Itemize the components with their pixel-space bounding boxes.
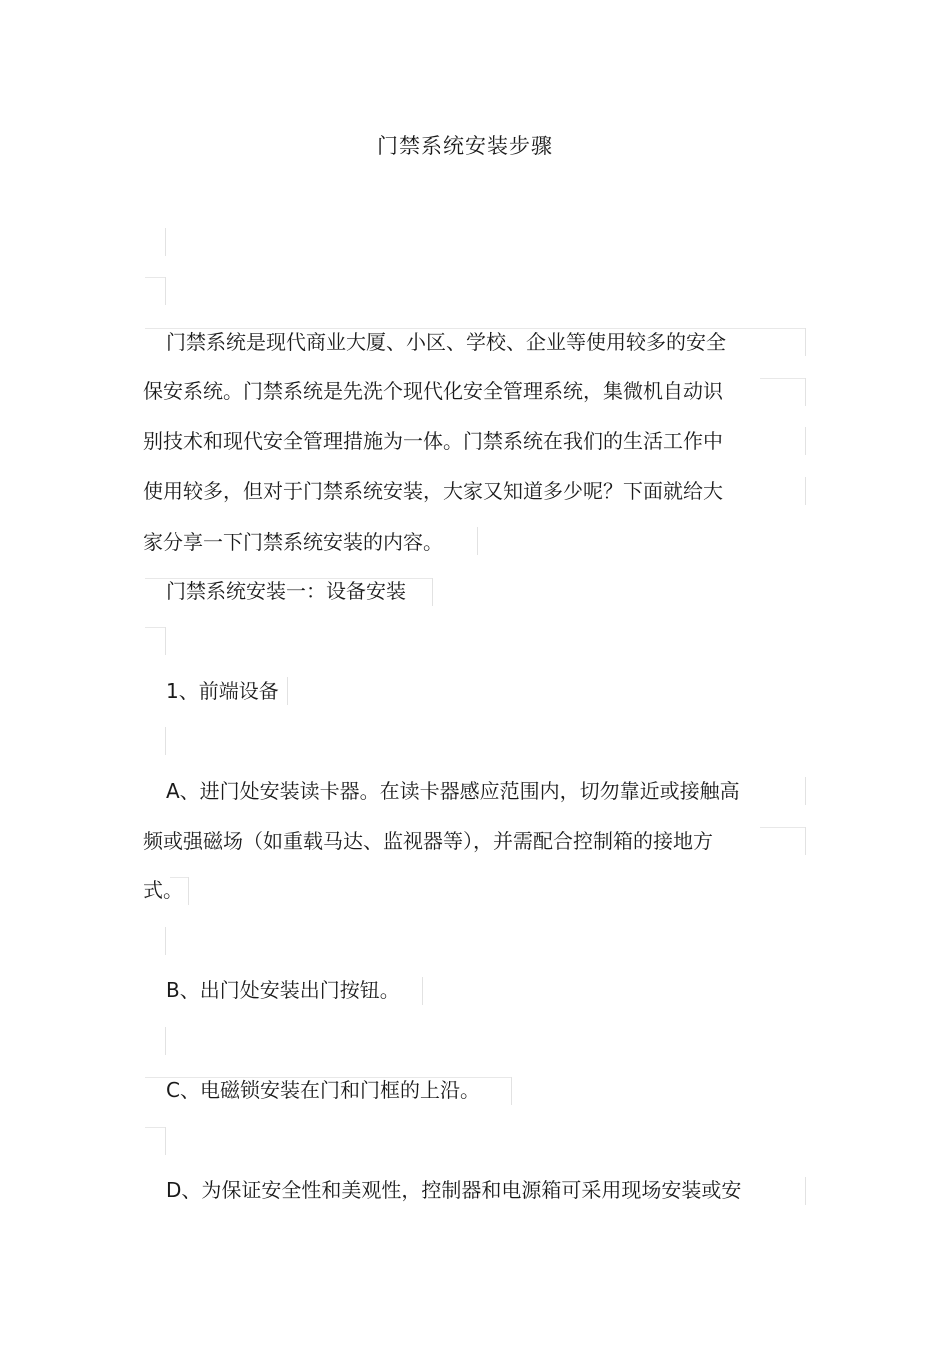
guide-mark (165, 927, 166, 955)
item-a-line: 式。 (143, 878, 183, 902)
subsection-heading: 1、前端设备 (166, 679, 279, 703)
guide-mark (165, 727, 166, 755)
guide-mark (805, 1177, 806, 1205)
guide-mark (805, 777, 806, 805)
guide-mark (165, 1127, 166, 1155)
guide-mark (805, 378, 806, 406)
guide-mark (805, 328, 806, 356)
guide-mark (477, 527, 478, 555)
intro-line: 家分享一下门禁系统安装的内容。 (143, 530, 443, 554)
item-c: C、电磁锁安装在门和门框的上沿。 (166, 1078, 480, 1102)
item-d: D、为保证安全性和美观性，控制器和电源箱可采用现场安装或安 (166, 1178, 742, 1202)
guide-mark (145, 277, 165, 278)
guide-mark (805, 827, 806, 855)
document-title: 门禁系统安装步骤 (377, 134, 553, 158)
section-heading: 门禁系统安装一：设备安装 (166, 579, 406, 603)
item-b: B、出门处安装出门按钮。 (166, 978, 400, 1002)
intro-line: 使用较多，但对于门禁系统安装，大家又知道多少呢？下面就给大 (143, 479, 723, 503)
guide-mark (805, 427, 806, 455)
guide-mark (760, 827, 805, 828)
guide-mark (165, 277, 166, 305)
guide-mark (760, 378, 805, 379)
guide-mark (422, 977, 423, 1005)
guide-mark (287, 677, 288, 705)
intro-line: 门禁系统是现代商业大厦、小区、学校、企业等使用较多的安全 (166, 330, 726, 354)
guide-mark (165, 1027, 166, 1055)
guide-mark (165, 228, 166, 256)
intro-line: 保安系统。门禁系统是先洗个现代化安全管理系统，集微机自动识 (143, 379, 723, 403)
guide-mark (511, 1077, 512, 1105)
guide-mark (165, 627, 166, 655)
guide-mark (145, 1127, 165, 1128)
guide-mark (432, 578, 433, 606)
item-a-line: A、进门处安装读卡器。在读卡器感应范围内，切勿靠近或接触高 (166, 779, 740, 803)
item-a-line: 频或强磁场（如重载马达、监视器等），并需配合控制箱的接地方 (143, 829, 713, 853)
intro-line: 别技术和现代安全管理措施为一体。门禁系统在我们的生活工作中 (143, 429, 723, 453)
guide-mark (188, 877, 189, 905)
guide-mark (805, 477, 806, 505)
guide-mark (145, 627, 165, 628)
